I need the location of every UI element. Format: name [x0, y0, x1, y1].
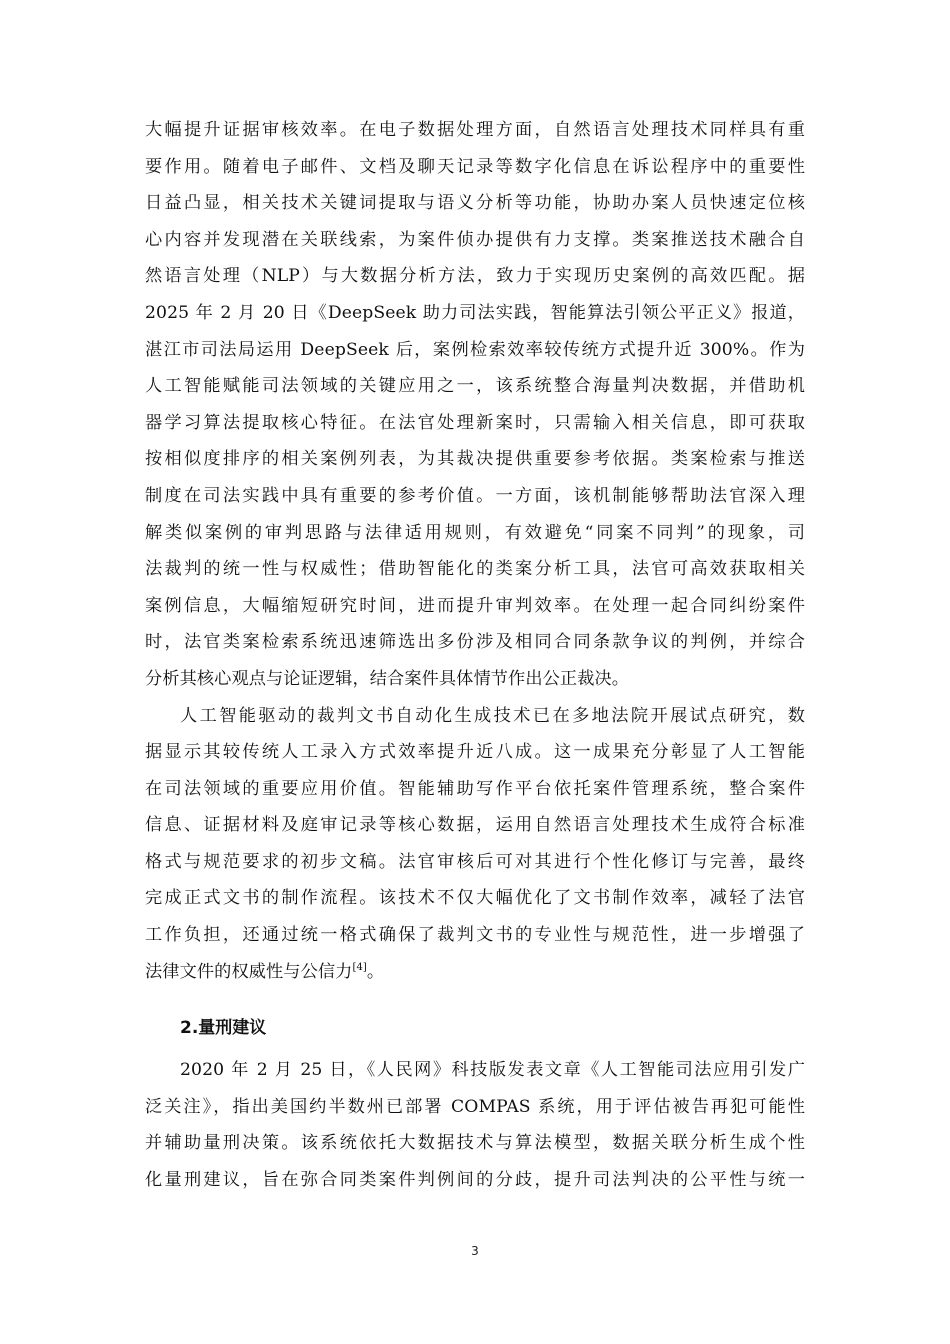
- text-line: 湛江市司法局运用 DeepSeek 后，案例检索效率较传统方式提升近 300%。作为: [145, 339, 805, 360]
- paragraph-evidence-and-case-retrieval: [145, 112, 805, 698]
- text-line: 人工智能赋能司法领域的关键应用之一，该系统整合海量判决数据，并借助机: [145, 376, 805, 397]
- text-line: 日益凸显，相关技术关键词提取与语义分析等功能，协助办案人员快速定位核: [145, 193, 805, 214]
- text-line: 信息、证据材料及庭审记录等核心数据，运用自然语言处理技术生成符合标准: [145, 815, 805, 836]
- text-line: 工作负担，还通过统一格式确保了裁判文书的专业性与规范性，进一步增强了: [145, 925, 805, 946]
- text-line: 据显示其较传统人工录入方式效率提升近八成。这一成果充分彰显了人工智能: [145, 742, 805, 763]
- text-line: 并辅助量刑决策。该系统依托大数据技术与算法模型，数据关联分析生成个性: [145, 1133, 805, 1154]
- text-line: 化量刑建议，旨在弥合同类案件判例间的分歧，提升司法判决的公平性与统一: [145, 1170, 805, 1191]
- text-line-with-citation: [145, 954, 805, 991]
- text-line: 泛关注》，指出美国约半数州已部署 COMPAS 系统，用于评估被告再犯可能性: [145, 1096, 805, 1117]
- text-line: 大幅提升证据审核效率。在电子数据处理方面，自然语言处理技术同样具有重: [145, 120, 805, 140]
- text-line: 要作用。随着电子邮件、文档及聊天记录等数字化信息在诉讼程序中的重要性: [145, 156, 805, 177]
- text-line: 然语言处理（NLP）与大数据分析方法，致力于实现历史案例的高效匹配。据: [145, 266, 805, 287]
- text-line: 完成正式文书的制作流程。该技术不仅大幅优化了文书制作效率，减轻了法官: [145, 888, 805, 909]
- text-line: 分析其核心观点与论证逻辑，结合案件具体情节作出公正裁决。: [145, 668, 630, 689]
- body-text: [145, 112, 805, 1199]
- text-line: 2020 年 2 月 25 日，《人民网》科技版发表文章《人工智能司法应用引发广: [180, 1060, 805, 1081]
- paragraph-sentencing-suggestion: [145, 1052, 805, 1198]
- text-line: 格式与规范要求的初步文稿。法官审核后可对其进行个性化修订与完善，最终: [145, 851, 805, 872]
- text-line: 心内容并发现潜在关联线索，为案件侦办提供有力支撑。类案推送技术融合自: [145, 229, 805, 250]
- text-line: 2025 年 2 月 20 日《DeepSeek 助力司法实践，智能算法引领公平正义》报道，: [145, 302, 805, 323]
- text-line: 按相似度排序的相关案例列表，为其裁决提供重要参考依据。类案检索与推送: [145, 449, 805, 470]
- text-line: 在司法领域的重要应用价值。智能辅助写作平台依托案件管理系统，整合案件: [145, 778, 805, 799]
- text-line: 制度在司法实践中具有重要的参考价值。一方面，该机制能够帮助法官深入理: [145, 485, 805, 506]
- section-spacer: [145, 990, 805, 1008]
- text-line: 解类似案例的审判思路与法律适用规则，有效避免“同案不同判”的现象，司: [145, 522, 805, 543]
- paragraph-document-generation: [145, 698, 805, 991]
- text-line: 时，法官类案检索系统迅速筛选出多份涉及相同合同条款争议的判例，并综合: [145, 632, 805, 653]
- section-heading: 2.量刑建议: [180, 1018, 267, 1039]
- text-line: 人工智能驱动的裁判文书自动化生成技术已在多地法院开展试点研究，数: [180, 705, 805, 726]
- page-number: 3: [471, 1244, 479, 1258]
- text-line: 器学习算法提取核心特征。在法官处理新案时，只需输入相关信息，即可获取: [145, 412, 805, 433]
- citation-marker[interactable]: [4]: [352, 961, 367, 973]
- text-line: 法裁判的统一性与权威性；借助智能化的类案分析工具，法官可高效获取相关: [145, 559, 805, 580]
- text-line: 案例信息，大幅缩短研究时间，进而提升审判效率。在处理一起合同纠纷案件: [145, 595, 805, 616]
- text-fragment: 法律文件的权威性与公信力: [145, 961, 353, 982]
- text-fragment: 。: [366, 961, 385, 982]
